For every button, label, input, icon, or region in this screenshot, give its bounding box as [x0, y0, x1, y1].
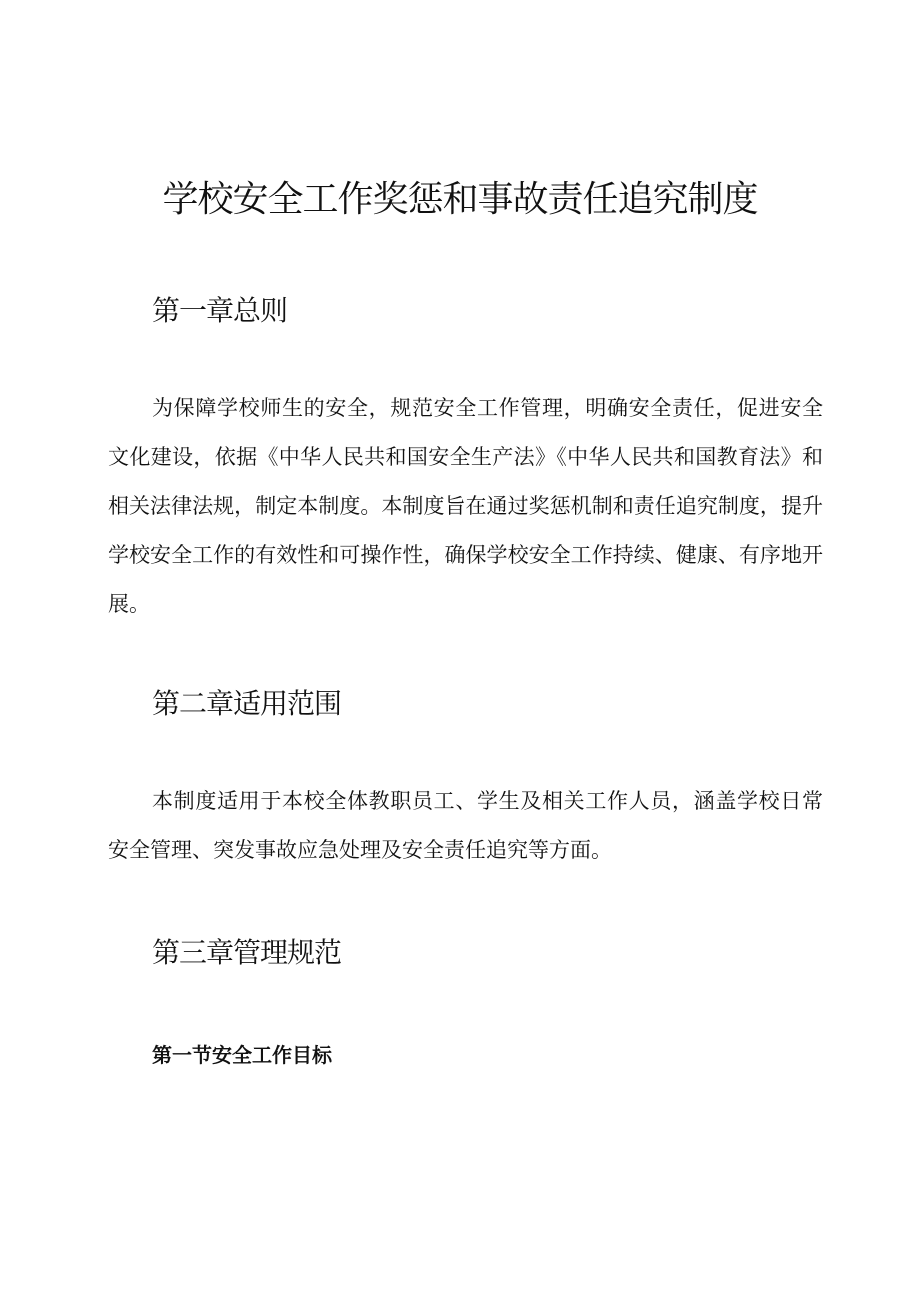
chapter-1-heading: 第一章总则	[152, 294, 288, 327]
chapter-1-paragraph: 为保障学校师生的安全，规范安全工作管理，明确安全责任，促进安全文化建设，依据《中华人民共和国安全生产法》《中华人民共和国教育法》和相关法律法规，制定本制度。本制度旨在通过奖惩机制和责任追究制度，提升学校安全工作的有效性和可操作性，确保学校安全工作持续、健康、有序地开展。	[108, 396, 823, 616]
chapter-2-heading: 第二章适用范围	[152, 687, 342, 720]
document-title: 学校安全工作奖惩和事故责任追究制度	[162, 179, 758, 220]
chapter-3-heading: 第三章管理规范	[152, 936, 342, 969]
chapter-2-paragraph: 本制度适用于本校全体教职员工、学生及相关工作人员，涵盖学校日常安全管理、突发事故应急处理及安全责任追究等方面。	[108, 789, 823, 862]
chapter-3-section-1-heading: 第一节安全工作目标	[152, 1043, 332, 1067]
